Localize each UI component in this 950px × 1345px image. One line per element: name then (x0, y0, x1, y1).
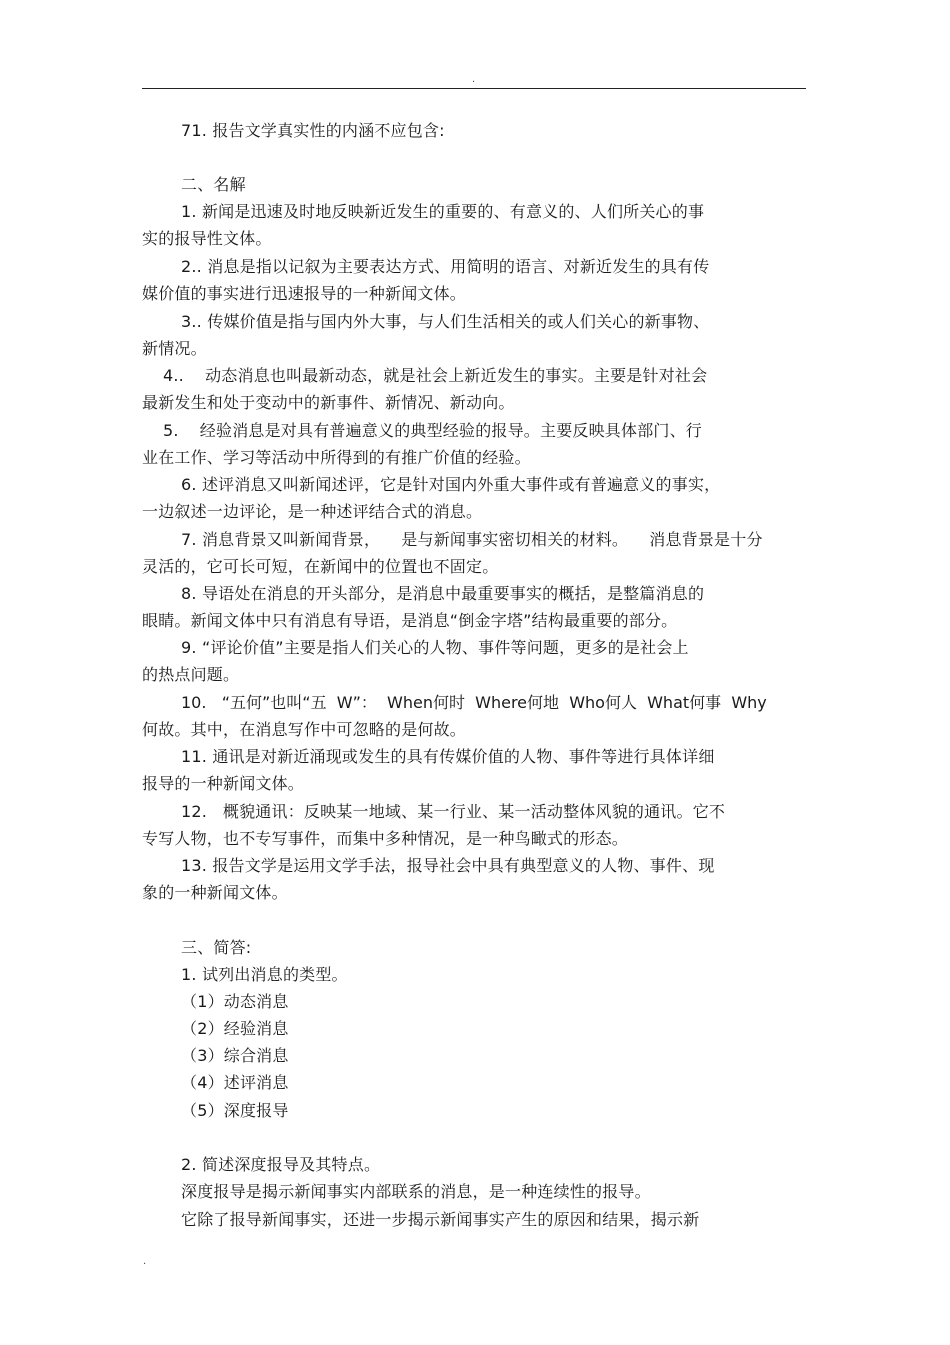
text-line: 11. 通讯是对新近涌现或发生的具有传媒价值的人物、事件等进行具体详细 (181, 747, 715, 766)
text-line: 业在工作、学习等活动中所得到的有推广价值的经验。 (142, 448, 531, 467)
text-line: 12. 概貌通讯：反映某一地域、某一行业、某一活动整体风貌的通讯。它不 (181, 802, 726, 821)
list-item: （1）动态消息 (181, 992, 289, 1011)
text-line: 深度报导是揭示新闻事实内部联系的消息，是一种连续性的报导。 (181, 1182, 651, 1201)
list-item: （2）经验消息 (181, 1019, 289, 1038)
list-item: （5）深度报导 (181, 1101, 289, 1120)
text-line: 10. “五何”也叫“五 W”： When何时 Where何地 Who何人 What何事 Why (181, 693, 767, 712)
text-line: 5. 经验消息是对具有普遍意义的典型经验的报导。主要反映具体部门、行 (163, 421, 703, 440)
text-line: 媒价值的事实进行迅速报导的一种新闻文体。 (142, 284, 467, 303)
text-line: 2.. 消息是指以记叙为主要表达方式、用简明的语言、对新近发生的具有传 (181, 257, 710, 276)
text-line: 6. 述评消息又叫新闻述评，它是针对国内外重大事件或有普遍意义的事实， (181, 475, 721, 494)
text-line: 2. 简述深度报导及其特点。 (181, 1155, 381, 1174)
header-rule (142, 88, 806, 89)
section-heading: 二、名解 (181, 175, 246, 194)
text-line: 它除了报导新闻事实，还进一步揭示新闻事实产生的原因和结果，揭示新 (181, 1210, 700, 1229)
text-line: 1. 新闻是迅速及时地反映新近发生的重要的、有意义的、人们所关心的事 (181, 202, 705, 221)
text-line: 灵活的，它可长可短，在新闻中的位置也不固定。 (142, 557, 499, 576)
text-line: 一边叙述一边评论，是一种述评结合式的消息。 (142, 502, 483, 521)
text-line: 3.. 传媒价值是指与国内外大事，与人们生活相关的或人们关心的新事物、 (181, 312, 710, 331)
text-line: 8. 导语处在消息的开头部分，是消息中最重要事实的概括，是整篇消息的 (181, 584, 705, 603)
text-line: 7. 消息背景又叫新闻背景， 是与新闻事实密切相关的材料。 消息背景是十分 (181, 530, 763, 549)
section-heading: 三、简答: (181, 938, 252, 957)
text-line: 专写人物，也不专写事件，而集中多种情况，是一种鸟瞰式的形态。 (142, 829, 629, 848)
text-line: 实的报导性文体。 (142, 229, 272, 248)
text-line: 报导的一种新闻文体。 (142, 774, 305, 793)
text-line: 最新发生和处于变动中的新事件、新情况、新动向。 (142, 393, 515, 412)
text-line: 1. 试列出消息的类型。 (181, 965, 348, 984)
text-line: 13. 报告文学是运用文学手法，报导社会中具有典型意义的人物、事件、现 (181, 856, 715, 875)
footer-dot: . (143, 1256, 147, 1267)
list-item: （3）综合消息 (181, 1046, 289, 1065)
text-line: 新情况。 (142, 339, 207, 358)
text-line: 象的一种新闻文体。 (142, 883, 288, 902)
text-line: 的热点问题。 (142, 665, 240, 684)
text-line: 何故。其中，在消息写作中可忽略的是何故。 (142, 720, 467, 739)
text-line: 71. 报告文学真实性的内涵不应包含: (181, 121, 445, 140)
text-line: 眼睛。新闻文体中只有消息有导语，是消息“倒金字塔”结构最重要的部分。 (142, 611, 678, 630)
header-dot: . (472, 74, 476, 85)
list-item: （4）述评消息 (181, 1073, 289, 1092)
text-line: 9. “评论价值”主要是指人们关心的人物、事件等问题，更多的是社会上 (181, 638, 689, 657)
text-line: 4.. 动态消息也叫最新动态，就是社会上新近发生的事实。主要是针对社会 (163, 366, 708, 385)
